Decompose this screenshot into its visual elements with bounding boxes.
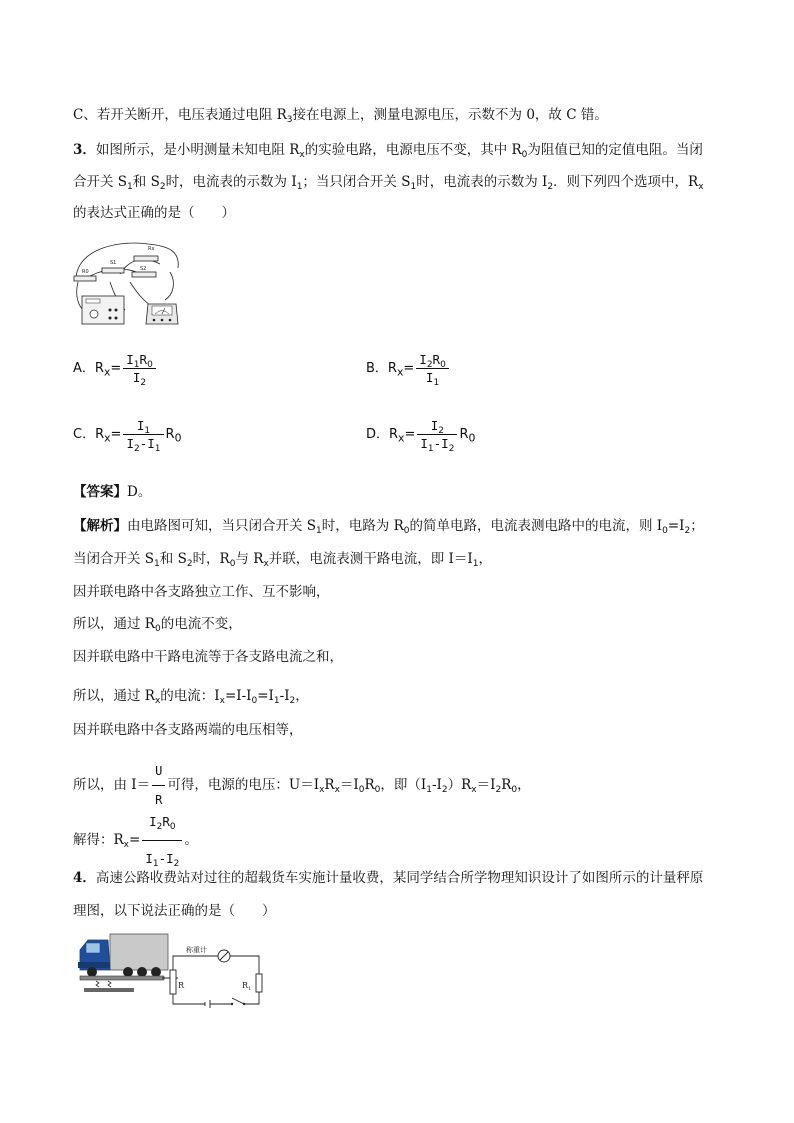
option-b-fraction: $\frac{I_2R_0}{I_1}$ xyxy=(416,352,449,385)
question-number: 3． xyxy=(73,142,96,158)
answer-value: D。 xyxy=(127,484,152,500)
option-d[interactable]: D．$R_x=$ $\frac{I_2}{I_1-I_2}$ $R_0$ xyxy=(366,418,476,454)
analysis-line-6: 所以，通过 $R_x$的电流：$I_x=I-I_0=I_1-I_2$， xyxy=(73,688,309,706)
answer-line xyxy=(73,482,151,502)
analysis-line-2: 当闭合开关 $S_1$和 $S_2$时，$R_0$与 $R_x$并联，电流表测干路电流，即 $I=I_1$， xyxy=(73,551,492,569)
analysis-line-9: 解得：$R_x=$ $\frac{I_2R_0}{I_1-I_2}$ 。 xyxy=(73,805,198,876)
question-3-circuit-figure xyxy=(70,238,185,328)
answer-tag: 【答案】 xyxy=(73,484,127,500)
analysis-line-4: 所以，通过 $R_0$的电流不变， xyxy=(73,616,242,634)
truck-icon xyxy=(78,934,168,977)
r-label: R xyxy=(178,981,185,990)
s1-label: S1 xyxy=(110,260,117,266)
option-c-explanation: C、若开关断开，电压表通过电阻 $R_3$接在电源上，测量电源电压，示数不为 0，故 C 错。 xyxy=(73,107,608,125)
option-c[interactable]: C．$R_x=$ $\frac{I_1}{I_2-I_1}$ $R_0$ xyxy=(73,418,182,454)
r1-label: $R_1$ xyxy=(242,981,252,992)
option-a-fraction: $\frac{I_1R_0}{I_2}$ xyxy=(123,352,156,385)
meter-label: 称重计 xyxy=(186,946,207,954)
question-4-line-2: 理图，以下说法正确的是（ ） xyxy=(73,903,276,919)
s2-label: S2 xyxy=(140,266,147,272)
option-a[interactable]: A．$R_x=$ $\frac{I_1R_0}{I_2}$ xyxy=(73,352,158,385)
analysis-line-5: 因并联电路中干路电流等于各支路电流之和， xyxy=(73,649,343,665)
r0-label: R0 xyxy=(82,269,89,275)
option-c-fraction: $\frac{I_1}{I_2-I_1}$ xyxy=(123,418,163,451)
question-4-scale-figure xyxy=(74,930,274,1012)
analysis-line-8: 所以，由 I＝ $\frac{U}{R}$ 可得，电源的电压：$U=I_xR_x=I_0R_0$，即$(I_1-I_2)R_x=I_2R_0$， xyxy=(73,758,531,813)
option-b[interactable]: B．$R_x=$ $\frac{I_2R_0}{I_1}$ xyxy=(366,352,451,385)
analysis-tag: 【解析】 xyxy=(73,518,127,534)
question-3-line-2: 合开关 $S_1$和 $S_2$时，电流表的示数为 $I_1$；当只闭合开关 $S_1$时，电流表的示数为 $I_2$．则下列四个选项中，$R_x$ xyxy=(73,174,704,192)
question-4-line-1: 4．高速公路收费站对过往的超载货车实施计量收费，某同学结合所学物理知识设计了如图所示的计量秤原 xyxy=(73,870,704,886)
rx-label: Rx xyxy=(148,246,155,252)
question-3-line-1: 3．如图所示，是小明测量未知电阻 $R_x$的实验电路，电源电压不变，其中 $R_0$为阻值已知的定值电阻。当闭 xyxy=(73,142,703,160)
ohm-law-fraction: $\frac{U}{R}$ xyxy=(152,758,165,813)
question-3-line-3: 的表达式正确的是（ ） xyxy=(73,205,235,221)
analysis-line-1: 【解析】由电路图可知，当只闭合开关 $S_1$时，电路为 $R_0$的简单电路，电流表测电路中的电流，则 $I_0=I_2$； xyxy=(73,518,704,536)
analysis-line-7: 因并联电路中各支路两端的电压相等， xyxy=(73,722,303,738)
analysis-line-3: 因并联电路中各支路独立工作、互不影响， xyxy=(73,584,330,600)
scale-platform xyxy=(80,976,164,980)
question-number: 4． xyxy=(73,870,96,886)
option-d-fraction: $\frac{I_2}{I_1-I_2}$ xyxy=(417,418,457,451)
solution-fraction: $\frac{I_2R_0}{I_1-I_2}$ xyxy=(142,805,182,876)
